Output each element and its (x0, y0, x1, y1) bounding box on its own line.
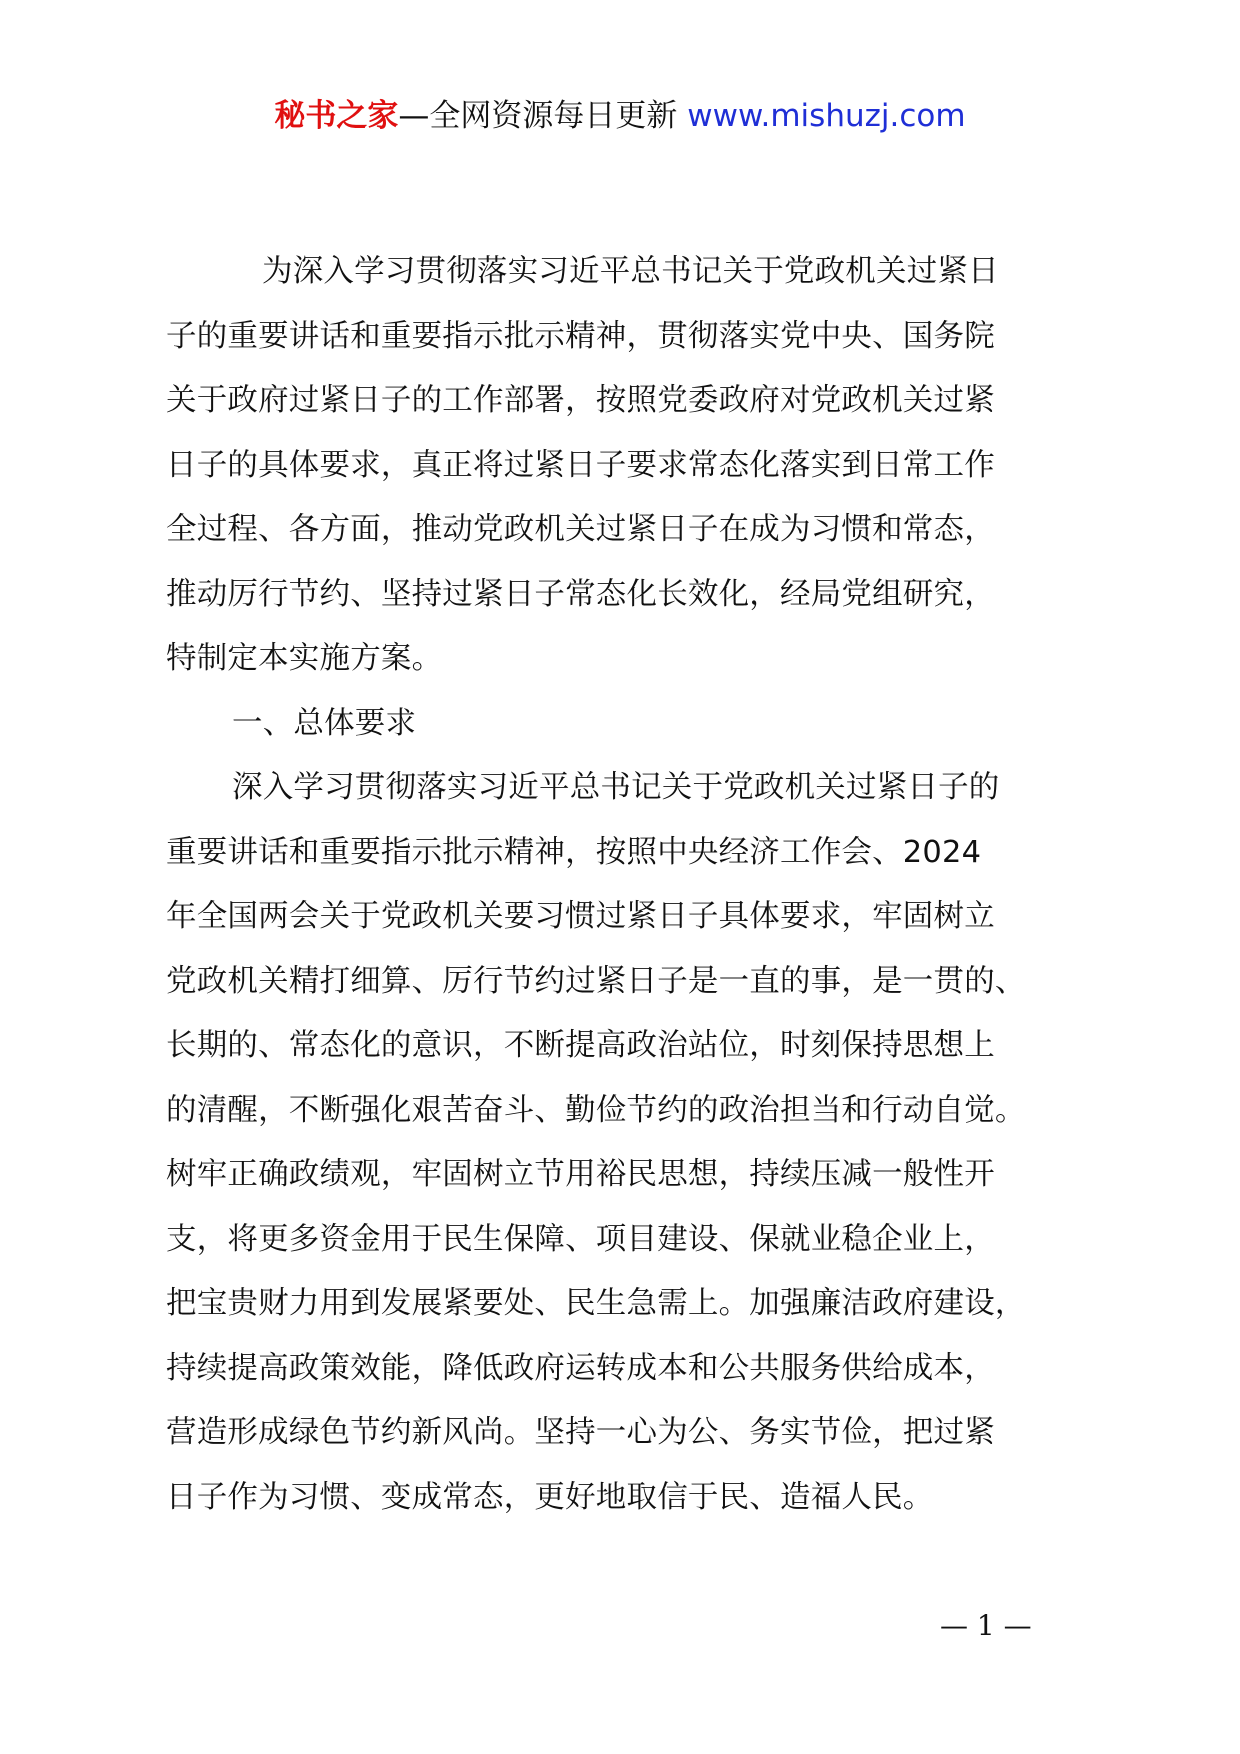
paragraph-line: 长期的、常态化的意识，不断提高政治站位，时刻保持思想上 (166, 1028, 995, 1063)
paragraph-line: 深入学习贯彻落实习近平总书记关于党政机关过紧日子的 (232, 770, 1000, 805)
paragraph-line: 推动厉行节约、坚持过紧日子常态化长效化，经局党组研究， (166, 576, 995, 612)
paragraph-line: 的清醒，不断强化艰苦奋斗、勤俭节约的政治担当和行动自觉。 (166, 1092, 1026, 1128)
paragraph-line: 持续提高政策效能，降低政府运转成本和公共服务供给成本， (166, 1350, 995, 1386)
paragraph-line: 营造形成绿色节约新风尚。坚持一心为公、务实节俭，把过紧 (166, 1415, 995, 1450)
paragraph-line: 为深入学习贯彻落实习近平总书记关于党政机关过紧日 (262, 254, 999, 289)
paragraph-line: 树牢正确政绩观，牢固树立节用裕民思想，持续压减一般性开 (166, 1157, 995, 1192)
paragraph-line: 日子作为习惯、变成常态，更好地取信于民、造福人民。 (166, 1479, 934, 1515)
paragraph-line: 子的重要讲话和重要指示批示精神，贯彻落实党中央、国务院 (166, 318, 995, 354)
paragraph-line: 特制定本实施方案。 (166, 641, 443, 676)
paragraph-line: 日子的具体要求，真正将过紧日子要求常态化落实到日常工作 (166, 447, 995, 483)
page-header (0, 96, 1240, 136)
paragraph-line: 年全国两会关于党政机关要习惯过紧日子具体要求，牢固树立 (166, 899, 995, 934)
intro-paragraph (166, 240, 1126, 692)
header-tagline: —全网资源每日更新 (398, 98, 688, 134)
requirements-paragraph (166, 756, 1126, 1530)
paragraph-line: 关于政府过紧日子的工作部署，按照党委政府对党政机关过紧 (166, 383, 995, 418)
document-body (166, 240, 1126, 1530)
page-number: — 1 — (940, 1609, 1032, 1642)
section-heading-text: 一、总体要求 (232, 705, 417, 741)
paragraph-line: 重要讲话和重要指示批示精神，按照中央经济工作会、2024 (166, 834, 982, 870)
paragraph-line: 把宝贵财力用到发展紧要处、民生急需上。加强廉洁政府建设， (166, 1286, 1026, 1321)
paragraph-line: 全过程、各方面，推动党政机关过紧日子在成为习惯和常态， (166, 512, 995, 547)
paragraph-line: 支，将更多资金用于民生保障、项目建设、保就业稳企业上， (166, 1221, 995, 1257)
section-heading (166, 692, 1126, 757)
header-brand: 秘书之家 (274, 98, 399, 134)
paragraph-line: 党政机关精打细算、厉行节约过紧日子是一直的事，是一贯的、 (166, 963, 1026, 999)
header-site-url[interactable]: www.mishuzj.com (687, 98, 966, 134)
